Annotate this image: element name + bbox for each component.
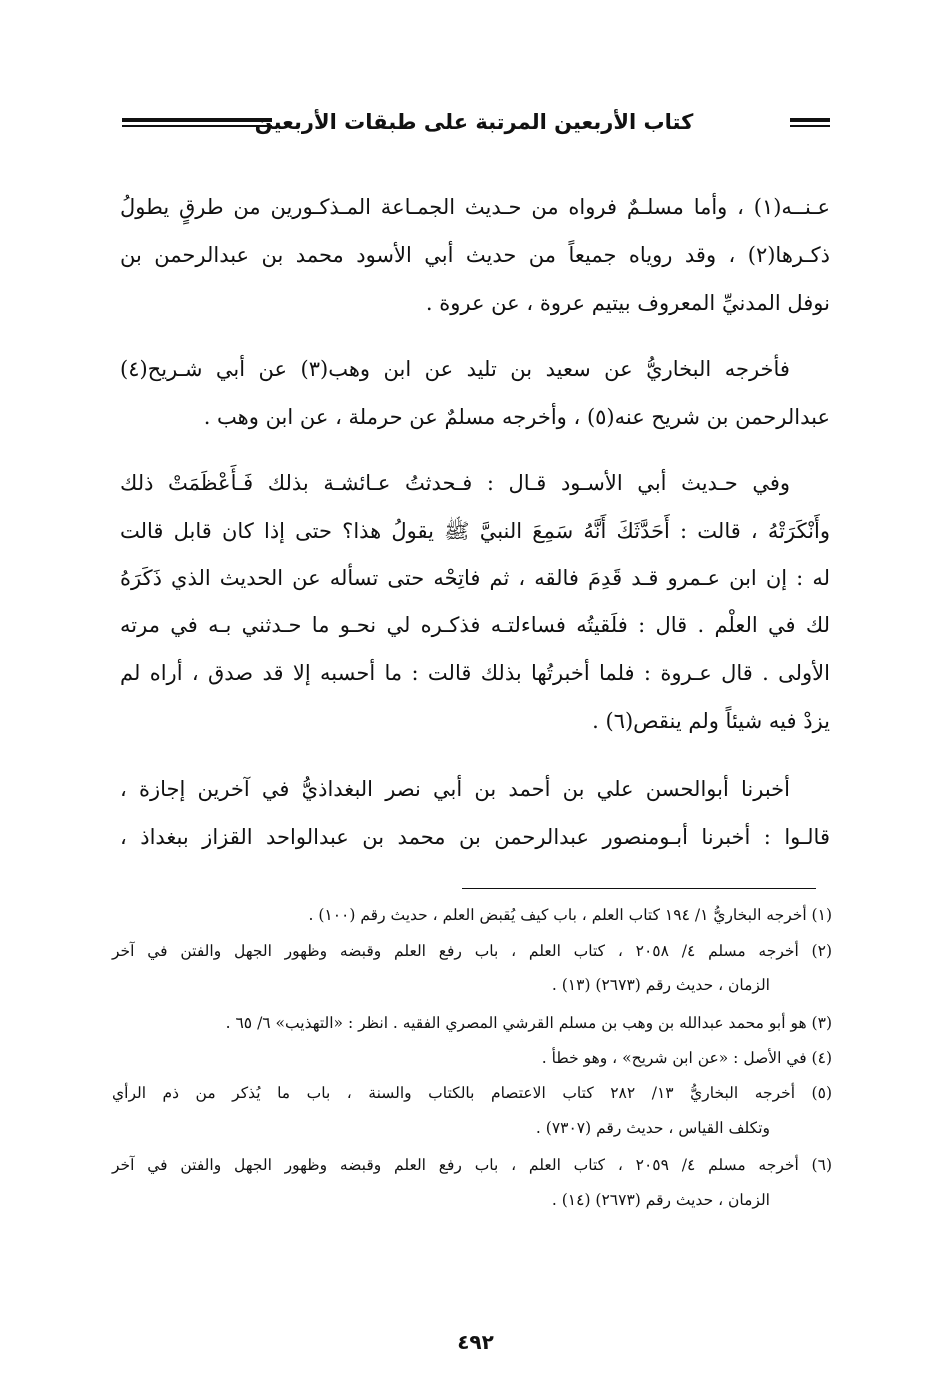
footnote: (٥) أخرجه البخاريُّ ١٣/ ٢٨٢ كتاب الاعتصام بالكتاب والسنة ، باب ما يُذكر من ذم الرأي (112, 1084, 832, 1102)
body-line: وأَنْكَرَتْهُ ، قالت : أَحَدَّثَكَ أَنَّهُ سَمِعَ النبيَّ ﷺ يقولُ هذا؟ حتى إذا كان قابل قالت (120, 519, 830, 543)
body-line: له : إن ابن عـمرو قـد قَدِمَ فالقه ، ثم فاتِحْه حتى تسأله عن الحديث الذي ذَكَرَهُ (120, 566, 830, 590)
body-line: قالـوا : أخبرنا أبـومنصور عبدالرحمن بن محمد بن عبدالواحد القزاز ببغداذ ، (120, 825, 830, 849)
body-line: ذكـرها(٢) ، وقد روياه جميعاً من حديث أبي الأسود محمد بن عبدالرحمن بن (120, 243, 830, 267)
running-header (118, 106, 830, 146)
body-line: عبدالرحمن بن شريح عنه(٥) ، وأخرجه مسلمٌ عن حرملة ، عن ابن وهب . (203, 405, 830, 429)
footnote-continuation: وتكلف القياس ، حديث رقم (٧٣٠٧) . (535, 1119, 770, 1137)
header-rule-right (790, 118, 830, 127)
body-line: أخبرنا أبوالحسن علي بن أحمد بن أبي نصر البغداذيُّ في آخرين إجازة ، (120, 777, 790, 801)
footnote-separator (462, 888, 816, 889)
body-line: وفي حـديث أبي الأسـود قـال : فـحدثتُ عـائشـة بذلك فَـأَعْظَمَتْ ذلك (120, 471, 790, 495)
body-line: فأخرجه البخاريُّ عن سعيد بن تليد عن ابن وهب(٣) عن أبي شـريح(٤) (120, 357, 790, 381)
footnote: (٢) أخرجه مسلم ٤/ ٢٠٥٨ ، كتاب العلم ، باب رفع العلم وقبضه وظهور الجهل والفتن في آخر (112, 942, 832, 960)
body-line: نوفل المدنيِّ المعروف بيتيم عروة ، عن عروة . (425, 291, 830, 315)
footnote: (٦) أخرجه مسلم ٤/ ٢٠٥٩ ، كتاب العلم ، باب رفع العلم وقبضه وظهور الجهل والفتن في آخر (112, 1156, 832, 1174)
body-line: الأولى . قال عـروة : فلما أخبرتُها بذلك قالت : ما أحسبه إلا قد صدق ، أراه لم (120, 661, 830, 685)
page-number: ٤٩٢ (457, 1330, 494, 1354)
footnote-continuation: الزمان ، حديث رقم (٢٦٧٣) (١٤) . (551, 1191, 770, 1209)
footnote-continuation: الزمان ، حديث رقم (٢٦٧٣) (١٣) . (551, 976, 770, 994)
footnote: (٣) هو أبو محمد عبدالله بن وهب بن مسلم القرشي المصري الفقيه . انظر : «التهذيب» ٦/ ٦٥ . (225, 1014, 832, 1032)
footnote: (١) أخرجه البخاريُّ ١/ ١٩٤ كتاب العلم ، باب كيف يُقبض العلم ، حديث رقم (١٠٠) . (308, 906, 832, 924)
body-line: يزدْ فيه شيئاً ولم ينقص(٦) . (592, 709, 830, 733)
body-line: عـنــه(١) ، وأما مسلـمٌ فرواه من حـديث الجمـاعة المـذكـورين من طرقٍ يطولُ (120, 195, 830, 219)
footnote: (٤) في الأصل : «عن ابن شريح» ، وهو خطأ . (541, 1049, 832, 1067)
header-title: كتاب الأربعين المرتبة على طبقات الأربعين (254, 110, 694, 134)
body-line: لك في العلْم . قال : فلَقيتُه فساءلتـه فذكـره لي نحـو ما حـدثني بـه في مرته (120, 613, 830, 637)
